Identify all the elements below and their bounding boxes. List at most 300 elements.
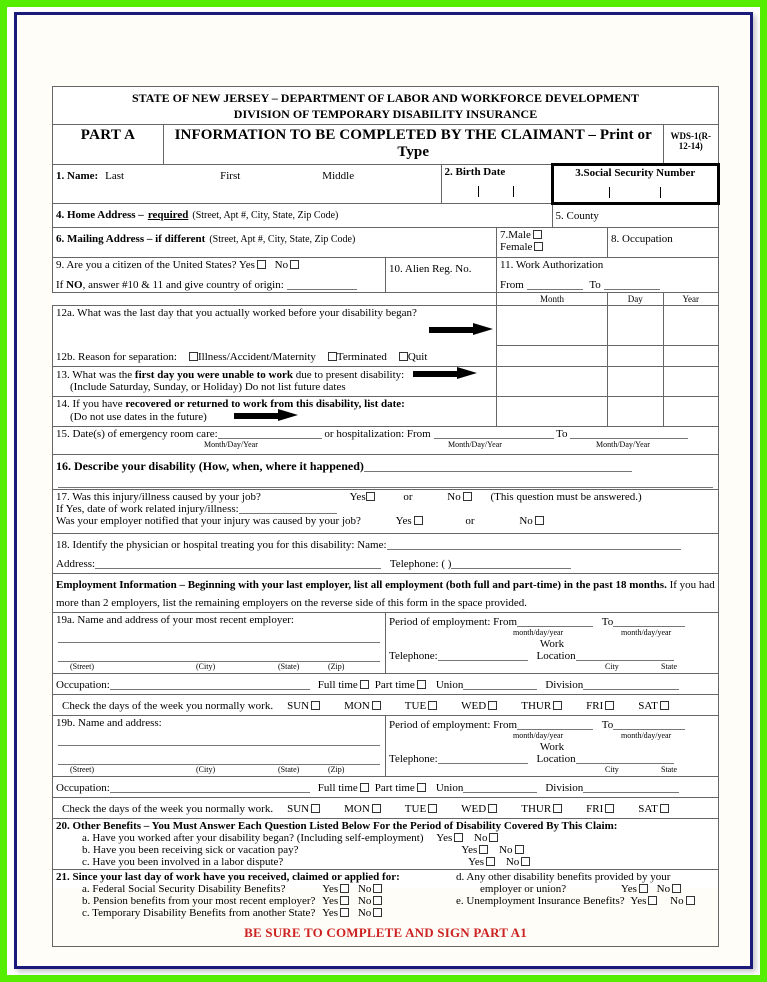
item21-yes-a: Yes	[322, 882, 339, 895]
employer-b-mdy-sub-1: month/day/year	[513, 730, 564, 740]
item17-cell[interactable]	[53, 489, 719, 533]
employer-b-line1[interactable]	[58, 735, 380, 746]
item20-row-a[interactable]	[82, 832, 715, 844]
hospitalization-from-input[interactable]	[434, 430, 554, 439]
physician-telephone-input[interactable]	[451, 560, 571, 569]
item21-question-b: b. Pension benefits from your most recent employer?	[82, 894, 316, 907]
employer-b-title: 19b. Name and address:	[56, 716, 162, 729]
days-a-label: Check the days of the week you normally work.	[62, 699, 274, 712]
item1-middle-label: Middle	[322, 170, 355, 182]
citizenship-cell[interactable]	[53, 258, 386, 293]
item21-no-e: No	[670, 894, 684, 907]
item10-label: 10. Alien Reg. No.	[389, 263, 472, 275]
work-auth-from-input[interactable]	[527, 281, 583, 290]
item18-address-label: Address:	[56, 557, 96, 570]
employer-notified-no-checkbox[interactable]	[535, 516, 544, 525]
day-a-sun-checkbox[interactable]	[311, 701, 320, 710]
item17-q1-row[interactable]	[56, 491, 715, 503]
employer-a-city-sub: City	[605, 661, 619, 671]
benefit20-a-no-checkbox[interactable]	[489, 833, 498, 842]
item6-number: 6. Mailing Address – if different	[56, 233, 206, 245]
day-a-mon-checkbox[interactable]	[372, 701, 381, 710]
item21-no-a: No	[357, 882, 372, 895]
separation-terminated-checkbox[interactable]	[328, 352, 337, 361]
item1-number: 1. Name:	[56, 170, 99, 182]
item12a-day-input[interactable]	[608, 306, 664, 346]
item4-required: required	[147, 209, 189, 221]
item21-d-line1: d. Any other disability benefits provided by your	[456, 870, 671, 883]
item5-label: 5. County	[555, 210, 599, 222]
day-b-thur-checkbox[interactable]	[553, 804, 562, 813]
union-b-label: Union	[435, 781, 464, 794]
sign-part-a1-notice: BE SURE TO COMPLETE AND SIGN PART A1	[244, 924, 527, 940]
item20-no-b: No	[499, 843, 513, 856]
item13-pre: 13. What was the	[56, 368, 135, 381]
employer-a-period-label: Period of employment: From	[389, 615, 518, 628]
item12b-label: 12b. Reason for separation:	[56, 350, 177, 363]
citizen-yes-checkbox[interactable]	[257, 260, 266, 269]
employer-b-city-sub: City	[605, 764, 619, 774]
day-b-wed-label: WED	[461, 802, 487, 815]
employer-b-work-label: Work	[539, 740, 565, 753]
item20-yes-c: Yes	[468, 855, 485, 868]
employer-b-sub-city: (City)	[196, 764, 216, 774]
mdy-day-header: Day	[608, 293, 664, 306]
item3-label: 3.Social Security Number	[575, 167, 696, 179]
employer-b-telephone-row[interactable]	[389, 753, 715, 765]
item13-post: due to present disability:	[293, 368, 405, 381]
item21-yes-b: Yes	[322, 894, 339, 907]
employer-b-days-row[interactable]	[53, 797, 719, 818]
item14-pre: 14. If you have	[56, 397, 126, 410]
item20-question-a: a. Have you worked after your disability began? (Including self-employment)	[82, 831, 424, 844]
occupation-cell[interactable]	[608, 228, 719, 258]
employer-a-telephone-row[interactable]	[389, 650, 715, 662]
gender-male-row[interactable]	[500, 229, 604, 241]
work-authorization-cell[interactable]	[497, 258, 719, 293]
item12b-option-0: Illness/Accident/Maternity	[197, 350, 316, 363]
employer-a-sub-city: (City)	[196, 661, 216, 671]
employer-b-state-sub: State	[661, 764, 677, 774]
day-a-thur-label: THUR	[521, 699, 552, 712]
benefit20-a-yes-checkbox[interactable]	[454, 833, 463, 842]
item20-row-b[interactable]	[82, 844, 715, 856]
employer-b-telephone-input[interactable]	[438, 755, 528, 764]
employment-header-bold: Employment Information – Beginning with your last employer, list all employment (both full and part-time) in the past 18 months.	[56, 578, 667, 591]
form-revision-code: WDS-1(R-12-14)	[663, 125, 719, 165]
parttime-b-label: Part time	[374, 781, 415, 794]
item18-name-row[interactable]	[56, 539, 715, 551]
employer-b-to-label: To	[601, 718, 614, 731]
day-a-tue-label: TUE	[404, 699, 427, 712]
item17-or-1: or	[403, 490, 413, 503]
day-b-sun-label: SUN	[287, 802, 310, 815]
employer-a-work-label: Work	[539, 637, 565, 650]
occupation-b-label: Occupation:	[56, 781, 110, 794]
employer-a-days-row[interactable]	[53, 694, 719, 715]
item7-female-label: Female	[500, 241, 533, 253]
item14-year-input[interactable]	[663, 396, 719, 426]
county-cell[interactable]	[552, 204, 719, 228]
item12a-arrow-icon	[429, 324, 493, 335]
item14-note-row	[70, 410, 493, 423]
benefit21-d-yes-checkbox[interactable]	[639, 884, 648, 893]
employer-b-to-input[interactable]	[613, 721, 685, 730]
item9-ifno-row[interactable]	[56, 279, 382, 291]
item21-no-b: No	[357, 894, 372, 907]
employer-b-occupation-row[interactable]	[53, 776, 719, 797]
item20-title: 20. Other Benefits – You Must Answer Each Question Listed Below For the Period of Disability Covered By This Claim:	[56, 819, 618, 832]
form-title-line1: STATE OF NEW JERSEY – DEPARTMENT OF LABOR AND WORKFORCE DEVELOPMENT	[132, 91, 639, 105]
physician-address-input[interactable]	[95, 560, 381, 569]
er-care-date-input[interactable]	[218, 430, 322, 439]
item21-yes-d: Yes	[620, 882, 637, 895]
day-b-wed-checkbox[interactable]	[488, 804, 497, 813]
part-a-title: INFORMATION TO BE COMPLETED BY THE CLAIMANT – Print or Type	[164, 125, 664, 165]
day-b-tue-label: TUE	[404, 802, 427, 815]
item14-arrow-icon	[234, 410, 298, 421]
employer-a-title: 19a. Name and address of your most recent employer:	[56, 613, 294, 626]
form-title-block	[53, 87, 719, 125]
item20-no-a: No	[474, 831, 488, 844]
employer-b-address-cell[interactable]	[53, 715, 386, 776]
day-a-wed-checkbox[interactable]	[488, 701, 497, 710]
employer-b-sub-zip: (Zip)	[328, 764, 345, 774]
item21-no-c: No	[357, 906, 372, 919]
item13-cell	[53, 366, 497, 396]
item14-bold: recovered or returned to work from this disability, list date:	[125, 397, 405, 410]
day-b-mon-label: MON	[344, 802, 370, 815]
employer-b-mdy-sub-2: month/day/year	[621, 730, 672, 740]
benefit21-e-yes-checkbox[interactable]	[648, 896, 657, 905]
item20-question-b: b. Have you been receiving sick or vacation pay?	[82, 843, 299, 856]
parttime-a-checkbox[interactable]	[417, 680, 426, 689]
separation-illness-checkbox[interactable]	[189, 352, 198, 361]
ssn-tick-1	[609, 187, 610, 198]
employer-a-to-label: To	[601, 615, 614, 628]
fulltime-b-label: Full time	[317, 781, 358, 794]
employer-a-sub-zip: (Zip)	[328, 661, 345, 671]
item2-label: 2. Birth Date	[444, 166, 506, 178]
day-b-thur-label: THUR	[521, 802, 552, 815]
employer-b-from-input[interactable]	[517, 721, 593, 730]
employer-b-location-label: Location	[536, 752, 576, 765]
item17-yes-1: Yes	[349, 490, 366, 503]
item15-sublabel-3: Month/Day/Year	[596, 439, 650, 449]
item17-q3: Was your employer notified that your injury was caused by your job?	[56, 514, 361, 527]
item21-d-line2: employer or union?	[480, 882, 567, 895]
union-a-label: Union	[435, 678, 464, 691]
employer-a-period-row[interactable]	[389, 616, 715, 628]
birth-date-tick-1	[478, 186, 479, 197]
employer-a-state-sub: State	[661, 661, 677, 671]
day-a-fri-label: FRI	[586, 699, 604, 712]
employer-a-from-input[interactable]	[517, 618, 593, 627]
benefit20-c-yes-checkbox[interactable]	[486, 857, 495, 866]
item20-no-c: No	[505, 855, 520, 868]
item12a-year-input[interactable]	[663, 306, 719, 346]
benefit21-c-no-checkbox[interactable]	[373, 908, 382, 917]
day-a-fri-checkbox[interactable]	[605, 701, 614, 710]
birth-date-cell[interactable]	[441, 165, 552, 204]
country-of-origin-input[interactable]	[287, 281, 357, 290]
item9-ifno-post: , answer #10 & 11 and give country of origin:	[82, 279, 284, 291]
item21-d-row[interactable]	[480, 883, 715, 895]
day-b-tue-checkbox[interactable]	[428, 804, 437, 813]
employment-info-header	[53, 573, 719, 612]
item20-row-c[interactable]	[82, 856, 715, 868]
fulltime-a-label: Full time	[317, 678, 358, 691]
item13-question-row	[56, 368, 493, 381]
item20-yes-b: Yes	[461, 843, 478, 856]
item9-ifno-bold: NO	[66, 279, 83, 291]
item15-mid: or hospitalization: From	[321, 427, 434, 440]
mailing-address-cell[interactable]	[53, 228, 497, 258]
item9-no-label: No	[274, 259, 289, 271]
benefit21-d-no-checkbox[interactable]	[672, 884, 681, 893]
citizen-no-checkbox[interactable]	[290, 260, 299, 269]
day-b-fri-checkbox[interactable]	[605, 804, 614, 813]
injury-job-no-checkbox[interactable]	[463, 492, 472, 501]
item12b-day-spacer	[608, 346, 664, 367]
fulltime-a-checkbox[interactable]	[360, 680, 369, 689]
benefit21-a-yes-checkbox[interactable]	[340, 884, 349, 893]
employer-a-address-cell[interactable]	[53, 612, 386, 673]
day-b-sun-checkbox[interactable]	[311, 804, 320, 813]
item21-left-column	[56, 871, 456, 919]
item21-e-label: e. Unemployment Insurance Benefits?	[456, 894, 625, 907]
gender-cell[interactable]	[497, 228, 608, 258]
item16-cell[interactable]	[53, 454, 719, 489]
item21-cell[interactable]	[53, 869, 719, 946]
benefit20-b-no-checkbox[interactable]	[515, 845, 524, 854]
employer-notified-yes-checkbox[interactable]	[414, 516, 423, 525]
item1-first-label: First	[220, 170, 241, 182]
item13-month-input[interactable]	[497, 366, 608, 396]
item21-yes-e: Yes	[630, 894, 647, 907]
item11-label: 11. Work Authorization	[500, 259, 604, 271]
item15-to: To	[553, 427, 571, 440]
male-checkbox[interactable]	[533, 230, 542, 239]
day-a-tue-checkbox[interactable]	[428, 701, 437, 710]
employer-a-telephone-label: Telephone:	[389, 649, 438, 662]
separation-quit-checkbox[interactable]	[399, 352, 408, 361]
employer-a-line1[interactable]	[58, 632, 380, 643]
disability-description-line2[interactable]	[58, 477, 713, 488]
item20-yes-a: Yes	[436, 831, 453, 844]
item17-note: (This question must be answered.)	[490, 490, 642, 503]
item17-q3-row[interactable]	[56, 515, 715, 527]
employer-b-line2[interactable]	[58, 754, 380, 765]
employer-b-period-label: Period of employment: From	[389, 718, 518, 731]
day-a-mon-label: MON	[344, 699, 370, 712]
item9-question: 9. Are you a citizen of the United States? Yes	[56, 259, 255, 271]
benefit20-c-no-checkbox[interactable]	[521, 857, 530, 866]
mdy-year-header: Year	[663, 293, 719, 306]
item4-number: 4. Home Address –	[56, 209, 144, 221]
benefit21-a-no-checkbox[interactable]	[373, 884, 382, 893]
item18-cell[interactable]	[53, 533, 719, 573]
ssn-tick-2	[660, 187, 661, 198]
employer-a-sub-street: (Street)	[70, 661, 94, 671]
union-a-input[interactable]	[463, 681, 537, 690]
item11-to-label: To	[589, 279, 601, 291]
item14-note: (Do not use dates in the future)	[70, 410, 207, 423]
occupation-b-input[interactable]	[110, 784, 310, 793]
item4-hint: (Street, Apt #, City, State, Zip Code)	[192, 210, 339, 221]
day-a-sun-label: SUN	[287, 699, 310, 712]
employer-a-location-input[interactable]	[576, 652, 674, 661]
item21-no-d: No	[656, 882, 671, 895]
item21-row-c[interactable]	[82, 907, 456, 919]
employer-a-mdy-sub-2: month/day/year	[621, 627, 672, 637]
employer-b-telephone-label: Telephone:	[389, 752, 438, 765]
day-a-sat-label: SAT	[638, 699, 658, 712]
item14-month-input[interactable]	[497, 396, 608, 426]
item21-row-a[interactable]	[82, 883, 456, 895]
division-b-input[interactable]	[583, 784, 679, 793]
employer-a-location-label: Location	[536, 649, 576, 662]
item7-male-label: 7.Male	[500, 229, 531, 241]
item15-pre: 15. Date(s) of emergency room care:	[56, 427, 218, 440]
division-a-input[interactable]	[583, 681, 679, 690]
item21-yes-c: Yes	[322, 906, 339, 919]
ssn-cell[interactable]	[552, 165, 719, 204]
employer-b-sub-street: (Street)	[70, 764, 94, 774]
item13-note: (Include Saturday, Sunday, or Holiday) Do not list future dates	[70, 380, 346, 393]
item15-row[interactable]	[56, 428, 715, 440]
employer-a-sub-state: (State)	[278, 661, 300, 671]
division-b-label: Division	[545, 781, 584, 794]
birth-date-tick-2	[513, 186, 514, 197]
item17-q2-row[interactable]	[56, 503, 715, 515]
item12b-option-1: Terminated	[336, 350, 387, 363]
part-a-label: PART A	[53, 125, 164, 165]
female-checkbox[interactable]	[534, 242, 543, 251]
item18-address-row[interactable]	[56, 558, 715, 570]
item18-label: 18. Identify the physician or hospital treating you for this disability: Name:	[56, 538, 387, 551]
item20-question-c: c. Have you been involved in a labor dispute?	[82, 855, 284, 868]
item8-label: 8. Occupation	[611, 233, 673, 245]
item15-sublabel-1: Month/Day/Year	[204, 439, 258, 449]
parttime-b-checkbox[interactable]	[417, 783, 426, 792]
employer-b-location-input[interactable]	[576, 755, 674, 764]
benefit21-c-yes-checkbox[interactable]	[340, 908, 349, 917]
day-b-fri-label: FRI	[586, 802, 604, 815]
item21-e-row[interactable]	[456, 895, 715, 907]
item14-day-input[interactable]	[608, 396, 664, 426]
item14-cell	[53, 396, 497, 426]
mdy-month-header: Month	[497, 293, 608, 306]
home-address-cell[interactable]	[53, 204, 553, 228]
item20-cell[interactable]	[53, 818, 719, 869]
item12a-text: 12a. What was the last day that you actually worked before your disability began?	[56, 307, 417, 319]
item21-title: 21. Since your last day of work have you received, claimed or applied for:	[56, 870, 400, 883]
disability-description-line1[interactable]	[364, 463, 632, 472]
item21-question-a: a. Federal Social Security Disability Benefits?	[82, 882, 286, 895]
benefit20-b-yes-checkbox[interactable]	[479, 845, 488, 854]
item21-question-c: c. Temporary Disability Benefits from another State?	[82, 906, 316, 919]
item12b-cell[interactable]	[53, 346, 497, 367]
employer-a-mdy-sub-1: month/day/year	[513, 627, 564, 637]
employer-b-period-cell[interactable]	[386, 715, 719, 776]
alien-reg-cell[interactable]	[386, 258, 497, 293]
item16-label: 16. Describe your disability (How, when, where it happened)	[56, 458, 364, 473]
item13-arrow-icon	[413, 368, 477, 379]
item14-question-row	[56, 398, 493, 410]
employer-a-occupation-row[interactable]	[53, 673, 719, 694]
form-title-line2: DIVISION OF TEMPORARY DISABILITY INSURANCE	[233, 107, 538, 121]
item12b-year-spacer	[663, 346, 719, 367]
day-a-sat-checkbox[interactable]	[660, 701, 669, 710]
days-b-label: Check the days of the week you normally work.	[62, 802, 274, 815]
gender-female-row[interactable]	[500, 241, 604, 253]
injury-date-input[interactable]	[239, 505, 337, 514]
name-field-cell[interactable]	[53, 165, 442, 204]
work-auth-to-input[interactable]	[604, 281, 660, 290]
item15-cell[interactable]	[53, 426, 719, 454]
item17-q2: If Yes, date of work related injury/illness:	[56, 502, 239, 515]
employer-a-period-cell[interactable]	[386, 612, 719, 673]
item1-last-label: Last	[105, 170, 125, 182]
item17-yes-2: Yes	[395, 514, 412, 527]
work-auth-dates-row[interactable]	[500, 279, 715, 291]
employer-a-telephone-input[interactable]	[438, 652, 528, 661]
employment-header-rest: If you had more than 2 employers, list the remaining employers on the reverse side of this form in the space provided.	[56, 578, 715, 609]
item17-q1: 17. Was this injury/illness caused by your job?	[56, 490, 261, 503]
day-b-sat-label: SAT	[638, 802, 658, 815]
item11-from-label: From	[500, 279, 524, 291]
day-b-sat-checkbox[interactable]	[660, 804, 669, 813]
item9-ifno-pre: If	[56, 279, 67, 291]
division-a-label: Division	[545, 678, 584, 691]
item17-or-2: or	[465, 514, 475, 527]
day-a-thur-checkbox[interactable]	[553, 701, 562, 710]
item12b-option-2: Quit	[407, 350, 428, 363]
employer-a-to-input[interactable]	[613, 618, 685, 627]
hospitalization-to-input[interactable]	[570, 430, 688, 439]
item13-bold: first day you were unable to work	[134, 368, 293, 381]
item12a-month-input[interactable]	[497, 306, 608, 346]
benefit21-e-no-checkbox[interactable]	[686, 896, 695, 905]
item15-sublabel-2: Month/Day/Year	[448, 439, 502, 449]
item21-row-b[interactable]	[82, 895, 456, 907]
occupation-a-label: Occupation:	[56, 678, 110, 691]
occupation-a-input[interactable]	[110, 681, 310, 690]
physician-name-input[interactable]	[387, 541, 681, 550]
union-b-input[interactable]	[463, 784, 537, 793]
item9-question-row[interactable]	[56, 259, 382, 271]
item13-day-input[interactable]	[608, 366, 664, 396]
parttime-a-label: Part time	[374, 678, 415, 691]
benefit21-b-no-checkbox[interactable]	[373, 896, 382, 905]
day-a-wed-label: WED	[461, 699, 487, 712]
item6-hint: (Street, Apt #, City, State, Zip Code)	[209, 234, 356, 245]
item17-no-2: No	[519, 514, 533, 527]
tdi-claim-form-part-a	[52, 86, 720, 940]
fulltime-b-checkbox[interactable]	[360, 783, 369, 792]
item12b-month-spacer	[497, 346, 608, 367]
employer-b-period-row[interactable]	[389, 719, 715, 731]
item21-right-column	[456, 871, 715, 919]
item13-year-input[interactable]	[663, 366, 719, 396]
item18-telephone-label: Telephone: ( )	[389, 557, 452, 570]
injury-job-yes-checkbox[interactable]	[366, 492, 375, 501]
benefit21-b-yes-checkbox[interactable]	[340, 896, 349, 905]
day-b-mon-checkbox[interactable]	[372, 804, 381, 813]
employer-a-line2[interactable]	[58, 651, 380, 662]
item16-row[interactable]	[56, 459, 715, 474]
